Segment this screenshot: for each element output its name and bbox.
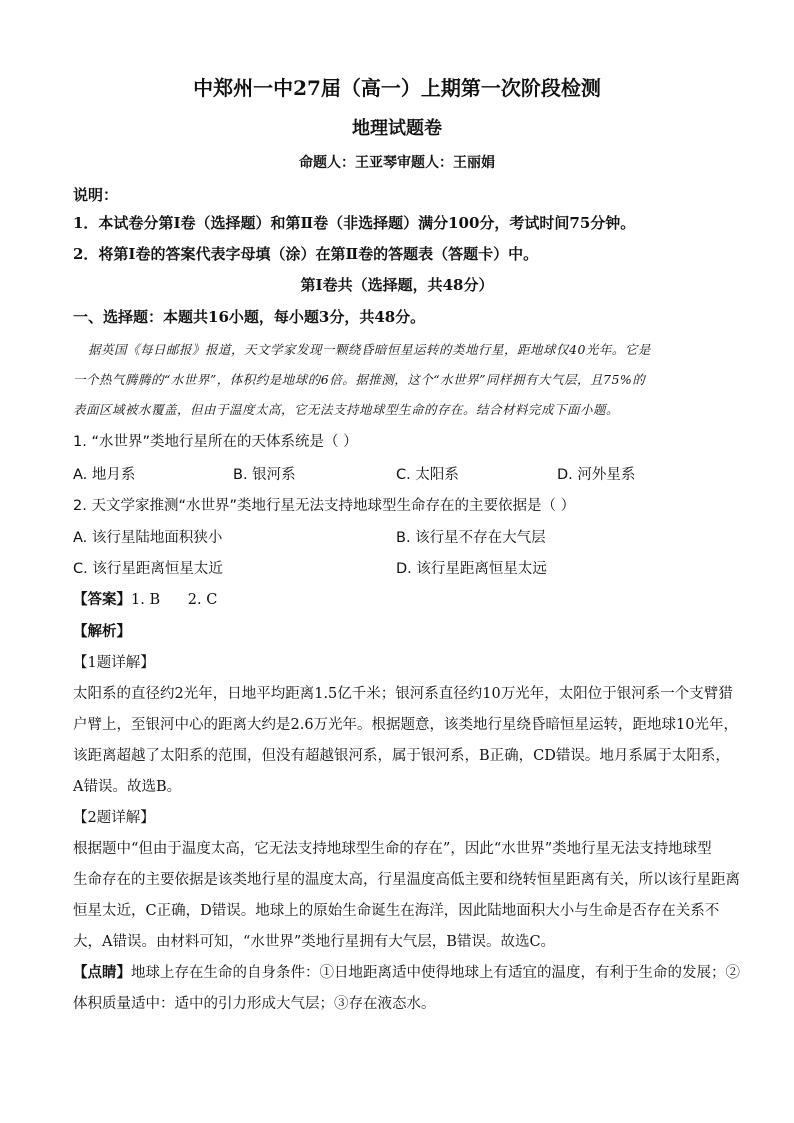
- passage-line-3: 表面区域被水覆盖，但由于温度太高，它无法支持地球型生命的存在。结合材料完成下面小题。: [73, 402, 620, 417]
- exam-authors: 命题人：王亚琴审题人：王丽娟: [299, 155, 495, 171]
- question-1-option-d: D. 河外星系: [557, 467, 636, 483]
- exam-title: 中郑州一中27届（高一）上期第一次阶段检测: [193, 76, 601, 100]
- section-title: 第Ⅰ卷共（选择题，共48分）: [300, 276, 494, 294]
- passage-line-1: 据英国《每日邮报》报道，天文学家发现一颗绕昏暗恒星运转的类地行星，距地球仅40光年。它是: [88, 342, 651, 357]
- question-2-option-a: A. 该行星陆地面积狭小: [73, 530, 223, 546]
- answer-row: [73, 588, 734, 609]
- question-2-stem: 2. 天文学家推测“水世界”类地行星无法支持地球型生命存在的主要依据是（ ）: [73, 498, 576, 514]
- note-item-2: 2．将第Ⅰ卷的答案代表字母填（涂）在第Ⅱ卷的答题表（答题卡）中。: [73, 245, 539, 263]
- detail-2-line-2: 生命存在的主要依据是该类地行星的温度太高，行星温度高低主要和绕转恒星距离有关，所以该行星距离: [73, 872, 740, 888]
- detail-2-line-3: 恒星太近，C正确，D错误。地球上的原始生命诞生在海洋，因此陆地面积大小与生命是否存在关系不: [73, 903, 720, 919]
- key-point-label: 【点睛】: [73, 964, 131, 981]
- key-point-row: [73, 961, 740, 982]
- question-2-option-c: C. 该行星距离恒星太近: [73, 561, 223, 577]
- question-1-option-a: A. 地月系: [73, 467, 136, 483]
- key-point-line-1: 地球上存在生命的自身条件：①日地距离适中使得地球上有适宜的温度，有利于生命的发展；②: [131, 965, 740, 981]
- detail-2-label: 【2题详解】: [73, 810, 155, 826]
- answer-label: 【答案】: [73, 591, 131, 608]
- detail-2-line-1: 根据题中“但由于温度太高，它无法支持地球型生命的存在”，因此“水世界”类地行星无法支持地球型: [73, 841, 712, 857]
- question-1-option-b: B. 银河系: [233, 467, 296, 483]
- note-item-1: 1．本试卷分第Ⅰ卷（选择题）和第Ⅱ卷（非选择题）满分100分，考试时间75分钟。: [73, 214, 636, 232]
- detail-1-line-4: A错误。故选B。: [73, 779, 182, 795]
- question-1-stem: 1. “水世界”类地行星所在的天体系统是（ ）: [73, 434, 358, 450]
- question-2-option-b: B. 该行星不存在大气层: [396, 530, 546, 546]
- detail-1-line-3: 该距离超越了太阳系的范围，但没有超越银河系，属于银河系，B正确，CD错误。地月系属于太阳系，: [73, 748, 730, 764]
- key-point-line-2: 体积质量适中：适中的引力形成大气层；③存在液态水。: [73, 996, 436, 1012]
- detail-1-label: 【1题详解】: [73, 655, 155, 671]
- analysis-label: 【解析】: [73, 623, 131, 640]
- exam-subject: 地理试题卷: [352, 118, 442, 139]
- answer-text: 1. B 2. C: [131, 592, 218, 608]
- passage-line-2: 一个热气腾腾的“水世界”，体积约是地球的6倍。据推测，这个“水世界”同样拥有大气层，且75%的: [73, 372, 646, 387]
- detail-2-line-4: 大，A错误。由材料可知，“水世界”类地行星拥有大气层，B错误。故选C。: [73, 934, 556, 950]
- question-1-option-c: C. 太阳系: [396, 467, 459, 483]
- detail-1-line-1: 太阳系的直径约2光年，日地平均距离1.5亿千米；银河系直径约10万光年，太阳位于银河系一个支臂猎: [73, 686, 733, 702]
- question-2-option-d: D. 该行星距离恒星太远: [396, 561, 547, 577]
- notes-heading: 说明：: [73, 186, 119, 204]
- part-one-heading: 一、选择题：本题共16小题，每小题3分，共48分。: [73, 308, 426, 326]
- detail-1-line-2: 户臂上，至银河中心的距离大约是2.6万光年。根据题意，该类地行星绕昏暗恒星运转，距地球10光年，: [73, 717, 739, 733]
